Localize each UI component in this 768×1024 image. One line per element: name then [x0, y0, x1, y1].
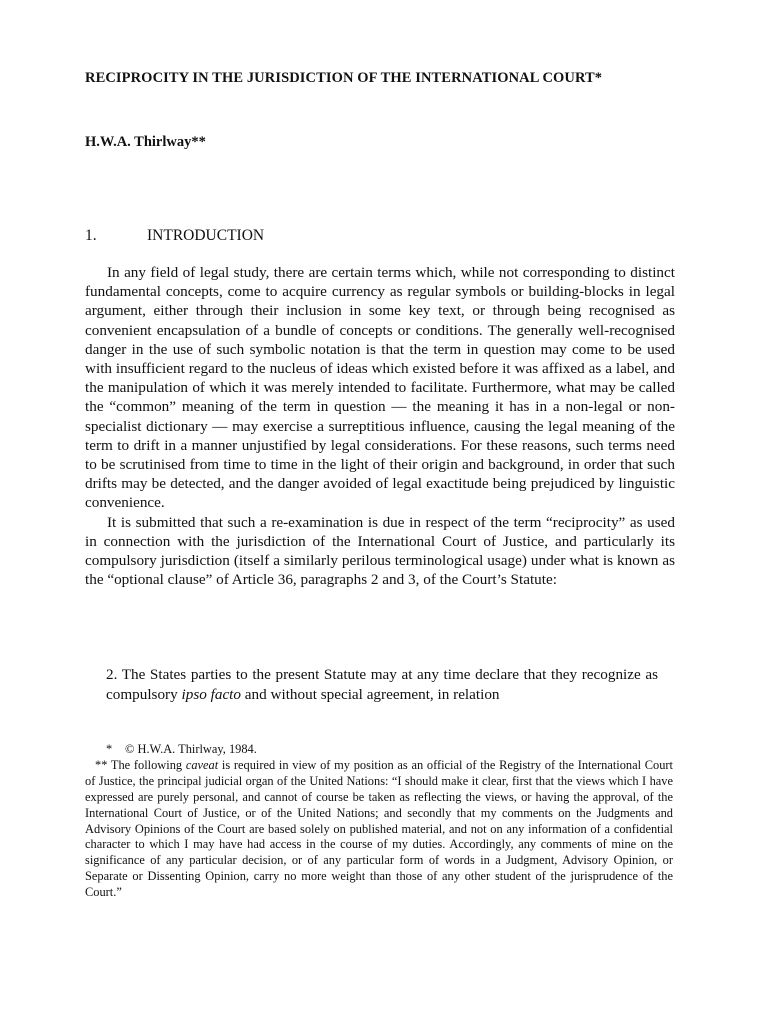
footnote-italic-term: caveat [185, 757, 219, 772]
statute-quotation [106, 665, 658, 705]
footnote-text-end: is required in view of my position as an official of the Registry of the International Court of Justice, the principal judicial organ of the United Nations: “I should make it clear, first that the views which I have expressed are purely personal, and cannot of course be taken as reflecting the views, or having the approval, of the International Court of Justice, or of the United Nations; and secondly that my comments on the Judgments and Advisory Opinions of the Court are based solely on published material, and not on any information of a confidential character to which I may have had access in the course of my duties. Accordingly, any comments of mine on the significance of any particular decision, or of any particular form of words in a Judgment, Advisory Opinion, or Separate or Dissenting Opinion, carry no more weight than those of any other student of the jurisprudence of the Court.” [85, 757, 673, 900]
quotation-text-end: and without special agreement, in relation [241, 686, 500, 703]
author-name: H.W.A. Thirlway** [85, 134, 206, 150]
section-title: INTRODUCTION [147, 227, 265, 244]
section-number: 1. [85, 227, 97, 244]
quotation-italic-term: ipso facto [181, 686, 241, 703]
quotation-text-start: 2. The States parties to the present Statute may at any time declare that they recognize as compulsory [106, 666, 658, 703]
footnote-caveat [85, 758, 673, 901]
footnote-marker: ** [95, 757, 108, 772]
footnote-marker: * [106, 742, 113, 756]
body-text [85, 263, 675, 589]
footnote-text-start: The following [110, 757, 186, 772]
footnote-text: © H.W.A. Thirlway, 1984. [125, 742, 257, 756]
footnote-copyright [85, 742, 673, 758]
quotation-text [106, 665, 658, 705]
paragraph: In any field of legal study, there are certain terms which, while not corresponding to distinct fundamental concepts, come to acquire currency as regular symbols or building-blocks in legal argument, either through their inclusion in some key text, or through being recognised as convenient encapsulation of a bundle of concepts or conditions. The generally well-recognised danger in the use of such symbolic notation is that the term in question may come to be used with insufficient regard to the nucleus of ideas which existed before it was affixed as a label, and the manipulation of which it was merely intended to facilitate. Furthermore, what may be called the “common” meaning of the term in question — the meaning it has in a non-legal or non-specialist dictionary — may exercise a surreptitious influence, causing the legal meaning of the term to drift in a manner unjustified by legal considerations. For these reasons, such terms need to be scrutinised from time to time in the light of their origin and background, in order that such drifts may be detected, and the danger avoided of legal exactitude being prejudiced by linguistic convenience. [85, 264, 675, 512]
section-heading [85, 227, 264, 245]
paragraph: It is submitted that such a re-examination is due in respect of the term “reciprocity” as used in connection with the jurisdiction of the International Court of Justice, and particularly its compulsory jurisdiction (itself a similarly perilous terminological usage) under what is known as the “optional clause” of Article 36, paragraphs 2 and 3, of the Court’s Statute: [85, 513, 675, 589]
footnotes [85, 742, 673, 901]
article-title: RECIPROCITY IN THE JURISDICTION OF THE INTERNATIONAL COURT* [85, 70, 603, 86]
